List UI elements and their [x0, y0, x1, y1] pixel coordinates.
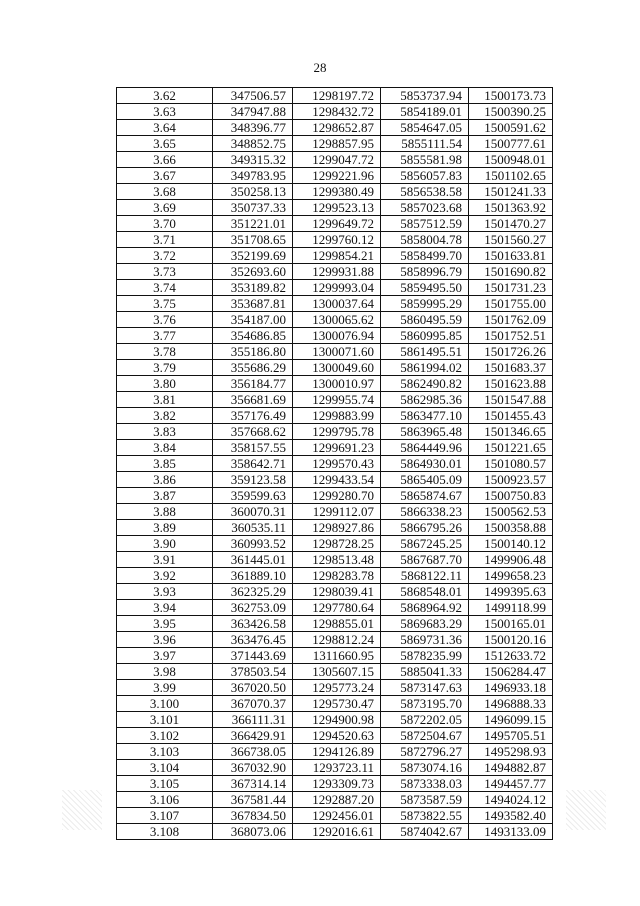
y2-cell: 1500173.73	[469, 88, 553, 104]
y2-cell: 1501690.82	[469, 264, 553, 280]
y1-cell: 1294900.98	[293, 712, 381, 728]
x1-cell: 350737.33	[213, 200, 293, 216]
y1-cell: 1300037.64	[293, 296, 381, 312]
point-id-cell: 3.72	[117, 248, 213, 264]
x2-cell: 5863965.48	[381, 424, 469, 440]
x1-cell: 367581.44	[213, 792, 293, 808]
y1-cell: 1311660.95	[293, 648, 381, 664]
x1-cell: 351708.65	[213, 232, 293, 248]
table-row	[117, 536, 553, 552]
y1-cell: 1299433.54	[293, 472, 381, 488]
point-id-cell: 3.107	[117, 808, 213, 824]
y2-cell: 1499906.48	[469, 552, 553, 568]
table-row	[117, 552, 553, 568]
x2-cell: 5872202.05	[381, 712, 469, 728]
y1-cell: 1299883.99	[293, 408, 381, 424]
point-id-cell: 3.84	[117, 440, 213, 456]
y2-cell: 1501102.65	[469, 168, 553, 184]
point-id-cell: 3.91	[117, 552, 213, 568]
y1-cell: 1292456.01	[293, 808, 381, 824]
y1-cell: 1300010.97	[293, 376, 381, 392]
y2-cell: 1501633.81	[469, 248, 553, 264]
x1-cell: 347947.88	[213, 104, 293, 120]
point-id-cell: 3.73	[117, 264, 213, 280]
y2-cell: 1496099.15	[469, 712, 553, 728]
x2-cell: 5864449.96	[381, 440, 469, 456]
x2-cell: 5855111.54	[381, 136, 469, 152]
x1-cell: 368073.06	[213, 824, 293, 840]
x2-cell: 5874042.67	[381, 824, 469, 840]
x1-cell: 360993.52	[213, 536, 293, 552]
point-id-cell: 3.96	[117, 632, 213, 648]
y2-cell: 1500948.01	[469, 152, 553, 168]
point-id-cell: 3.69	[117, 200, 213, 216]
point-id-cell: 3.85	[117, 456, 213, 472]
point-id-cell: 3.68	[117, 184, 213, 200]
point-id-cell: 3.106	[117, 792, 213, 808]
x1-cell: 356184.77	[213, 376, 293, 392]
x2-cell: 5873147.63	[381, 680, 469, 696]
y1-cell: 1298039.41	[293, 584, 381, 600]
point-id-cell: 3.62	[117, 88, 213, 104]
x1-cell: 358642.71	[213, 456, 293, 472]
y2-cell: 1501623.88	[469, 376, 553, 392]
x1-cell: 367314.14	[213, 776, 293, 792]
point-id-cell: 3.66	[117, 152, 213, 168]
x2-cell: 5858499.70	[381, 248, 469, 264]
point-id-cell: 3.105	[117, 776, 213, 792]
x1-cell: 348396.77	[213, 120, 293, 136]
table-row	[117, 648, 553, 664]
x1-cell: 362753.09	[213, 600, 293, 616]
y2-cell: 1501346.65	[469, 424, 553, 440]
x1-cell: 360535.11	[213, 520, 293, 536]
point-id-cell: 3.65	[117, 136, 213, 152]
y1-cell: 1299854.21	[293, 248, 381, 264]
x1-cell: 357176.49	[213, 408, 293, 424]
point-id-cell: 3.76	[117, 312, 213, 328]
y2-cell: 1500562.53	[469, 504, 553, 520]
y1-cell: 1299523.13	[293, 200, 381, 216]
point-id-cell: 3.101	[117, 712, 213, 728]
x2-cell: 5861994.02	[381, 360, 469, 376]
table-row	[117, 728, 553, 744]
table-row	[117, 664, 553, 680]
table-row	[117, 184, 553, 200]
x1-cell: 352199.69	[213, 248, 293, 264]
y1-cell: 1298927.86	[293, 520, 381, 536]
y1-cell: 1297780.64	[293, 600, 381, 616]
table-row	[117, 808, 553, 824]
y1-cell: 1293309.73	[293, 776, 381, 792]
x2-cell: 5862985.36	[381, 392, 469, 408]
x2-cell: 5853737.94	[381, 88, 469, 104]
x2-cell: 5867687.70	[381, 552, 469, 568]
y1-cell: 1299280.70	[293, 488, 381, 504]
scan-artifact-left	[62, 790, 102, 830]
point-id-cell: 3.87	[117, 488, 213, 504]
point-id-cell: 3.108	[117, 824, 213, 840]
x2-cell: 5872504.67	[381, 728, 469, 744]
table-row	[117, 280, 553, 296]
x1-cell: 353687.81	[213, 296, 293, 312]
y2-cell: 1494024.12	[469, 792, 553, 808]
x1-cell: 348852.75	[213, 136, 293, 152]
x1-cell: 350258.13	[213, 184, 293, 200]
x2-cell: 5857512.59	[381, 216, 469, 232]
y2-cell: 1501363.92	[469, 200, 553, 216]
y2-cell: 1496933.18	[469, 680, 553, 696]
x1-cell: 351221.01	[213, 216, 293, 232]
y1-cell: 1293723.11	[293, 760, 381, 776]
table-row	[117, 408, 553, 424]
point-id-cell: 3.94	[117, 600, 213, 616]
y2-cell: 1500390.25	[469, 104, 553, 120]
x1-cell: 367032.90	[213, 760, 293, 776]
x2-cell: 5885041.33	[381, 664, 469, 680]
x1-cell: 366111.31	[213, 712, 293, 728]
coordinates-table	[116, 87, 553, 840]
y2-cell: 1493582.40	[469, 808, 553, 824]
x1-cell: 359123.58	[213, 472, 293, 488]
y2-cell: 1500120.16	[469, 632, 553, 648]
y1-cell: 1299795.78	[293, 424, 381, 440]
table-row	[117, 264, 553, 280]
y1-cell: 1298652.87	[293, 120, 381, 136]
x2-cell: 5854647.05	[381, 120, 469, 136]
point-id-cell: 3.97	[117, 648, 213, 664]
table-row	[117, 696, 553, 712]
y1-cell: 1298283.78	[293, 568, 381, 584]
x2-cell: 5873822.55	[381, 808, 469, 824]
x1-cell: 355686.29	[213, 360, 293, 376]
x1-cell: 353189.82	[213, 280, 293, 296]
point-id-cell: 3.77	[117, 328, 213, 344]
table-row	[117, 200, 553, 216]
point-id-cell: 3.82	[117, 408, 213, 424]
table-row	[117, 392, 553, 408]
point-id-cell: 3.88	[117, 504, 213, 520]
y1-cell: 1292887.20	[293, 792, 381, 808]
table-row	[117, 456, 553, 472]
point-id-cell: 3.99	[117, 680, 213, 696]
point-id-cell: 3.102	[117, 728, 213, 744]
table-row	[117, 504, 553, 520]
y1-cell: 1300065.62	[293, 312, 381, 328]
x2-cell: 5868122.11	[381, 568, 469, 584]
x1-cell: 361445.01	[213, 552, 293, 568]
table-row	[117, 568, 553, 584]
y1-cell: 1298812.24	[293, 632, 381, 648]
scan-artifact-right	[566, 790, 606, 830]
table-row	[117, 520, 553, 536]
table-row	[117, 424, 553, 440]
x2-cell: 5865874.67	[381, 488, 469, 504]
y2-cell: 1495705.51	[469, 728, 553, 744]
x2-cell: 5866338.23	[381, 504, 469, 520]
point-id-cell: 3.71	[117, 232, 213, 248]
x2-cell: 5868548.01	[381, 584, 469, 600]
y2-cell: 1500923.57	[469, 472, 553, 488]
y2-cell: 1494457.77	[469, 776, 553, 792]
y2-cell: 1499658.23	[469, 568, 553, 584]
y2-cell: 1501683.37	[469, 360, 553, 376]
point-id-cell: 3.104	[117, 760, 213, 776]
y2-cell: 1501470.27	[469, 216, 553, 232]
y2-cell: 1500140.12	[469, 536, 553, 552]
point-id-cell: 3.63	[117, 104, 213, 120]
y2-cell: 1500165.01	[469, 616, 553, 632]
table-row	[117, 824, 553, 840]
table-row	[117, 376, 553, 392]
y1-cell: 1299570.43	[293, 456, 381, 472]
table-row	[117, 488, 553, 504]
x2-cell: 5865405.09	[381, 472, 469, 488]
x2-cell: 5856057.83	[381, 168, 469, 184]
x2-cell: 5869683.29	[381, 616, 469, 632]
x1-cell: 349315.32	[213, 152, 293, 168]
y1-cell: 1299649.72	[293, 216, 381, 232]
x1-cell: 366429.91	[213, 728, 293, 744]
point-id-cell: 3.78	[117, 344, 213, 360]
y1-cell: 1300049.60	[293, 360, 381, 376]
table-row	[117, 88, 553, 104]
y2-cell: 1501726.26	[469, 344, 553, 360]
table-row	[117, 344, 553, 360]
y2-cell: 1493133.09	[469, 824, 553, 840]
y2-cell: 1501560.27	[469, 232, 553, 248]
y1-cell: 1294520.63	[293, 728, 381, 744]
table-row	[117, 216, 553, 232]
y2-cell: 1500591.62	[469, 120, 553, 136]
y1-cell: 1299221.96	[293, 168, 381, 184]
point-id-cell: 3.67	[117, 168, 213, 184]
point-id-cell: 3.95	[117, 616, 213, 632]
x1-cell: 360070.31	[213, 504, 293, 520]
y1-cell: 1299047.72	[293, 152, 381, 168]
y1-cell: 1300071.60	[293, 344, 381, 360]
y1-cell: 1295730.47	[293, 696, 381, 712]
x1-cell: 352693.60	[213, 264, 293, 280]
point-id-cell: 3.90	[117, 536, 213, 552]
x1-cell: 356681.69	[213, 392, 293, 408]
point-id-cell: 3.79	[117, 360, 213, 376]
x2-cell: 5873587.59	[381, 792, 469, 808]
y1-cell: 1298855.01	[293, 616, 381, 632]
point-id-cell: 3.93	[117, 584, 213, 600]
x2-cell: 5869731.36	[381, 632, 469, 648]
x1-cell: 361889.10	[213, 568, 293, 584]
point-id-cell: 3.81	[117, 392, 213, 408]
point-id-cell: 3.92	[117, 568, 213, 584]
y2-cell: 1495298.93	[469, 744, 553, 760]
x1-cell: 354686.85	[213, 328, 293, 344]
x2-cell: 5864930.01	[381, 456, 469, 472]
x2-cell: 5858004.78	[381, 232, 469, 248]
y2-cell: 1501755.00	[469, 296, 553, 312]
point-id-cell: 3.74	[117, 280, 213, 296]
table-row	[117, 584, 553, 600]
point-id-cell: 3.75	[117, 296, 213, 312]
x2-cell: 5872796.27	[381, 744, 469, 760]
table-row	[117, 248, 553, 264]
y1-cell: 1298728.25	[293, 536, 381, 552]
y2-cell: 1501455.43	[469, 408, 553, 424]
x2-cell: 5859495.50	[381, 280, 469, 296]
table-row	[117, 296, 553, 312]
table-row	[117, 472, 553, 488]
x2-cell: 5861495.51	[381, 344, 469, 360]
x1-cell: 371443.69	[213, 648, 293, 664]
y1-cell: 1300076.94	[293, 328, 381, 344]
table-row	[117, 680, 553, 696]
table-row	[117, 616, 553, 632]
y1-cell: 1298857.95	[293, 136, 381, 152]
y1-cell: 1299760.12	[293, 232, 381, 248]
x2-cell: 5873074.16	[381, 760, 469, 776]
y2-cell: 1499395.63	[469, 584, 553, 600]
x2-cell: 5873195.70	[381, 696, 469, 712]
point-id-cell: 3.100	[117, 696, 213, 712]
x2-cell: 5868964.92	[381, 600, 469, 616]
point-id-cell: 3.86	[117, 472, 213, 488]
y2-cell: 1500750.83	[469, 488, 553, 504]
table-row	[117, 104, 553, 120]
x1-cell: 378503.54	[213, 664, 293, 680]
x1-cell: 367020.50	[213, 680, 293, 696]
table-row	[117, 440, 553, 456]
point-id-cell: 3.103	[117, 744, 213, 760]
y1-cell: 1295773.24	[293, 680, 381, 696]
x1-cell: 349783.95	[213, 168, 293, 184]
y2-cell: 1496888.33	[469, 696, 553, 712]
x1-cell: 363476.45	[213, 632, 293, 648]
y2-cell: 1512633.72	[469, 648, 553, 664]
x2-cell: 5857023.68	[381, 200, 469, 216]
y2-cell: 1494882.87	[469, 760, 553, 776]
point-id-cell: 3.89	[117, 520, 213, 536]
y2-cell: 1499118.99	[469, 600, 553, 616]
x2-cell: 5858996.79	[381, 264, 469, 280]
x1-cell: 355186.80	[213, 344, 293, 360]
x2-cell: 5862490.82	[381, 376, 469, 392]
x2-cell: 5866795.26	[381, 520, 469, 536]
table-row	[117, 360, 553, 376]
y1-cell: 1292016.61	[293, 824, 381, 840]
page-number: 28	[313, 60, 327, 75]
y1-cell: 1299993.04	[293, 280, 381, 296]
x1-cell: 363426.58	[213, 616, 293, 632]
x2-cell: 5860995.85	[381, 328, 469, 344]
y1-cell: 1299691.23	[293, 440, 381, 456]
y2-cell: 1501731.23	[469, 280, 553, 296]
y1-cell: 1299931.88	[293, 264, 381, 280]
x2-cell: 5867245.25	[381, 536, 469, 552]
x1-cell: 347506.57	[213, 88, 293, 104]
y1-cell: 1294126.89	[293, 744, 381, 760]
table-row	[117, 168, 553, 184]
y2-cell: 1506284.47	[469, 664, 553, 680]
x1-cell: 366738.05	[213, 744, 293, 760]
y2-cell: 1501547.88	[469, 392, 553, 408]
y1-cell: 1299112.07	[293, 504, 381, 520]
y2-cell: 1501752.51	[469, 328, 553, 344]
y2-cell: 1501080.57	[469, 456, 553, 472]
y1-cell: 1298513.48	[293, 552, 381, 568]
x1-cell: 357668.62	[213, 424, 293, 440]
table-row	[117, 600, 553, 616]
y2-cell: 1500358.88	[469, 520, 553, 536]
x2-cell: 5863477.10	[381, 408, 469, 424]
table-row	[117, 776, 553, 792]
x1-cell: 359599.63	[213, 488, 293, 504]
point-id-cell: 3.70	[117, 216, 213, 232]
table-row	[117, 792, 553, 808]
point-id-cell: 3.64	[117, 120, 213, 136]
x2-cell: 5873338.03	[381, 776, 469, 792]
y2-cell: 1501762.09	[469, 312, 553, 328]
table-row	[117, 312, 553, 328]
x1-cell: 362325.29	[213, 584, 293, 600]
point-id-cell: 3.98	[117, 664, 213, 680]
y1-cell: 1298197.72	[293, 88, 381, 104]
table-row	[117, 760, 553, 776]
table-row	[117, 152, 553, 168]
table-row	[117, 744, 553, 760]
x1-cell: 367834.50	[213, 808, 293, 824]
y1-cell: 1298432.72	[293, 104, 381, 120]
y2-cell: 1500777.61	[469, 136, 553, 152]
x1-cell: 367070.37	[213, 696, 293, 712]
x1-cell: 354187.00	[213, 312, 293, 328]
y1-cell: 1299380.49	[293, 184, 381, 200]
x1-cell: 358157.55	[213, 440, 293, 456]
table-row	[117, 120, 553, 136]
x2-cell: 5878235.99	[381, 648, 469, 664]
x2-cell: 5855581.98	[381, 152, 469, 168]
x2-cell: 5860495.59	[381, 312, 469, 328]
x2-cell: 5854189.01	[381, 104, 469, 120]
x2-cell: 5859995.29	[381, 296, 469, 312]
y1-cell: 1305607.15	[293, 664, 381, 680]
table-row	[117, 136, 553, 152]
x2-cell: 5856538.58	[381, 184, 469, 200]
y2-cell: 1501241.33	[469, 184, 553, 200]
point-id-cell: 3.80	[117, 376, 213, 392]
table-row	[117, 632, 553, 648]
y1-cell: 1299955.74	[293, 392, 381, 408]
table-row	[117, 328, 553, 344]
point-id-cell: 3.83	[117, 424, 213, 440]
y2-cell: 1501221.65	[469, 440, 553, 456]
table-row	[117, 232, 553, 248]
table-body	[117, 88, 553, 840]
table-row	[117, 712, 553, 728]
